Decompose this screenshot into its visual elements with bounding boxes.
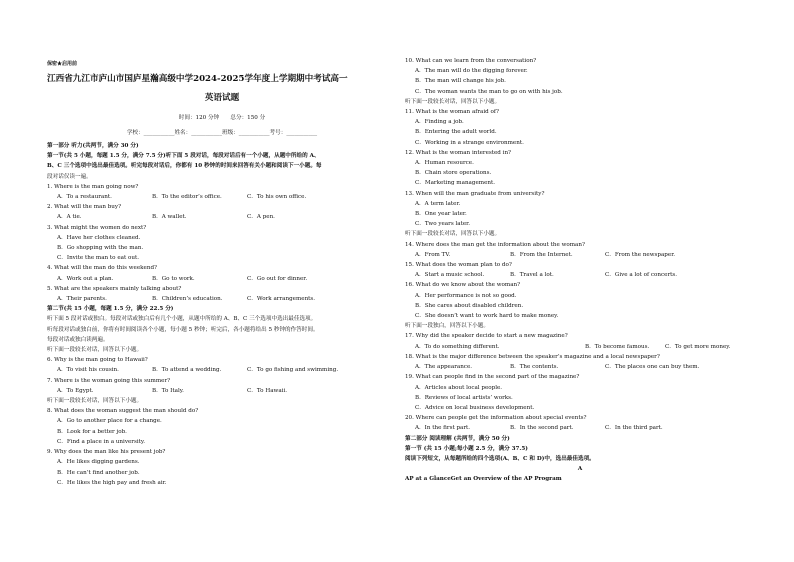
- option-a: A．The appearance.: [415, 364, 473, 371]
- option-c: C．Go out for dinner.: [247, 275, 308, 282]
- option-a: A．Go to another place for a change.: [57, 418, 162, 425]
- options-row: [405, 250, 755, 260]
- question: 14. Where does the man get the information about the woman?: [405, 241, 585, 248]
- option-b: B．The man will change his job.: [415, 78, 506, 85]
- student-info-fields: 学校：___________姓名：___________班级：___________考号：___________: [126, 130, 318, 136]
- option-c: C．The woman wants the man to go on with his job.: [415, 88, 563, 95]
- exam-time-score: 时间：120 分钟 总分：150 分: [178, 115, 266, 121]
- option-c: C．Advice on local business development.: [415, 404, 535, 411]
- listen-instruction: 听下面一段独白，回答以下小题。: [405, 323, 489, 330]
- listen-instruction: 听下面一段较长对话，回答以下小题。: [405, 231, 501, 238]
- option-c: C．To Hawaii.: [247, 387, 288, 394]
- question: 5. What are the speakers mainly talking about?: [47, 285, 182, 292]
- option-b: B．Go shopping with the man.: [57, 245, 144, 252]
- option-a: A．To visit his cousin.: [57, 367, 119, 374]
- option-b: B．Children’s education.: [152, 296, 223, 303]
- options-row: [47, 212, 399, 222]
- question: 2. What will the man buy?: [47, 204, 122, 211]
- option-b: B．A wallet.: [152, 214, 187, 221]
- option-a: A．To do something different.: [415, 343, 500, 350]
- option-a: A．Have her clothes cleaned.: [57, 234, 141, 241]
- option-a: A．In the first part.: [415, 425, 471, 432]
- option-a: A．Her performance is not so good.: [415, 292, 517, 299]
- section-heading: 第二节(共 15 小题，每题 1.5 分，满分 22.5 分): [47, 306, 174, 313]
- option-a: A．Their parents.: [57, 296, 107, 303]
- option-c: C．He likes the high pay and fresh air.: [57, 479, 167, 486]
- option-b: B．To attend a wedding.: [152, 367, 222, 374]
- option-c: C．Work arrangements.: [247, 296, 316, 303]
- option-c: C．Two years later.: [415, 221, 470, 228]
- question: 6. Why is the man going to Hawaii?: [47, 357, 148, 364]
- section-instructions: 阅读下列短文，从每题所给的四个选项(A、B、C 和 D)中，选出最佳选项。: [405, 455, 595, 462]
- option-b: B．Chain store operations.: [415, 170, 492, 177]
- section-heading: 第一节 (共 15 小题;每小题 2.5 分，满分 37.5): [405, 445, 528, 452]
- section-instructions: 段对话仅读一遍。: [47, 173, 92, 180]
- option-c: C．To get more money.: [665, 343, 731, 350]
- part-heading: 第一部分 听力(共两节，满分 30 分): [47, 143, 139, 149]
- question: 4. What will the man do this weekend?: [47, 265, 158, 272]
- option-a: A．A tie.: [57, 214, 82, 221]
- option-a: A．A term later.: [415, 200, 461, 207]
- passage-label: A: [577, 466, 583, 473]
- question: 3. What might the women do next?: [47, 224, 147, 231]
- option-c: C．From the newspaper.: [605, 251, 676, 258]
- exam-title-line1: 江西省九江市庐山市国庐星瀚高级中学2024-2025学年度上学期期中考试高一: [47, 74, 348, 84]
- option-a: A．Human resource.: [415, 160, 474, 167]
- options-row: [47, 192, 399, 202]
- option-a: A．The man will do the digging forever.: [415, 68, 528, 75]
- option-a: A．To Egypt.: [57, 387, 94, 394]
- listen-instruction: 听下面一段较长对话，回答以下小题。: [47, 398, 143, 405]
- option-c: C．To his own office.: [247, 194, 307, 201]
- option-c: C．Marketing management.: [415, 180, 496, 187]
- passage-title: AP at a GlanceGet an Overview of the AP Program: [405, 476, 562, 483]
- question: 7. Where is the woman going this summer?: [47, 377, 171, 384]
- option-a: A．From TV.: [415, 251, 451, 258]
- option-a: A．Finding a job.: [415, 119, 464, 126]
- option-b: B．From the Internet.: [510, 251, 573, 258]
- listen-instruction: 听下面一段较长对话，回答以下小题。: [405, 98, 501, 105]
- option-a: A．To a restaurant.: [57, 194, 112, 201]
- right-column: [405, 56, 755, 485]
- confidential-label: 保密★启用前: [47, 61, 78, 67]
- section-instructions: 第一节(共 5 小题，每题 1.5 分，满分 7.5 分)听下面 5 段对话，每段对话后有一个小题，从题中所给的 A、: [47, 153, 320, 160]
- option-a: A．Start a music school.: [415, 272, 485, 279]
- question: 15. What does the woman plan to do?: [405, 262, 512, 269]
- option-b: B．Go to work.: [152, 275, 195, 282]
- question: 19. What can people find in the second part of the magazine?: [405, 374, 580, 381]
- question: 1. Where is the man going now?: [47, 183, 139, 190]
- option-b: B．To the editor’s office.: [152, 194, 222, 201]
- options-row: [47, 294, 399, 304]
- question: 20. Where can people get the information about special events?: [405, 415, 587, 422]
- option-c: C．The places one can buy them.: [605, 364, 700, 371]
- section-instructions: 听下面 5 段对话或独白。每段对话或独白后有几个小题，从题中所给的 A、B、C 三个选项中选出最佳选项。: [47, 316, 317, 323]
- listen-instruction: 听下面一段较长对话，回答以下小题。: [47, 347, 143, 354]
- option-c: C．She doesn’t want to work hard to make money.: [415, 313, 559, 320]
- question: 18. What is the major difference between the speaker’s magazine and a local newspaper?: [405, 353, 660, 360]
- option-c: C．Invite the man to eat out.: [57, 255, 139, 262]
- part-heading: 第二部分 阅读理解 (共两节，满分 50 分): [405, 435, 510, 442]
- left-column: [47, 141, 399, 488]
- options-row: [47, 274, 399, 284]
- question: 17. Why did the speaker decide to start a new magazine?: [405, 333, 568, 340]
- option-b: B．He can’t find another job.: [57, 469, 140, 476]
- option-b: B．Look for a better job.: [57, 428, 127, 435]
- option-b: B．Reviews of local artists’ works.: [415, 394, 513, 401]
- option-c: C．Working in a strange environment.: [415, 139, 524, 146]
- option-a: A．Work out a plan.: [57, 275, 114, 282]
- section-instructions: 听每段对话或独白前，你将有时间阅读各个小题，每小题 5 秒钟；听完后，各小题将给出 5 秒钟的作答时间。: [47, 326, 319, 333]
- option-b: B．The contents.: [510, 364, 559, 371]
- options-row: [405, 362, 755, 372]
- question: 10. What can we learn from the conversation?: [405, 58, 537, 64]
- exam-title-line2: 英语试题: [204, 93, 240, 103]
- options-row: [47, 365, 399, 375]
- options-row: [405, 423, 755, 433]
- question: 12. What is the woman interested in?: [405, 149, 512, 156]
- question: 16. What do we know about the woman?: [405, 282, 521, 289]
- option-c: C．Give a lot of concerts.: [605, 272, 678, 279]
- option-b: B．One year later.: [415, 211, 467, 218]
- section-instructions: B、C 三个选项中选出最佳选项。听完每段对话后，你都有 10 秒钟的时间来回答有关小题和阅读下一小题。每: [47, 163, 322, 170]
- question: 13. When will the man graduate from university?: [405, 190, 545, 197]
- question: 11. What is the woman afraid of?: [405, 109, 499, 116]
- options-row: [405, 342, 755, 352]
- options-row: [405, 270, 755, 280]
- option-a: A．He likes digging gardens.: [57, 459, 140, 466]
- option-b: B．To Italy.: [152, 387, 184, 394]
- section-instructions: 每段对话或独白读两遍。: [47, 336, 109, 343]
- question: 9. Why does the man like his present job?: [47, 449, 166, 456]
- options-row: [47, 386, 399, 396]
- option-c: C．In the third part.: [605, 425, 663, 432]
- option-b: B．She cares about disabled children.: [415, 302, 524, 309]
- option-a: A．Articles about local people.: [415, 384, 503, 391]
- option-b: B．To become famous.: [585, 343, 650, 350]
- option-c: C．A pen.: [247, 214, 275, 221]
- option-b: B．In the second part.: [510, 425, 574, 432]
- option-b: B．Entering the adult world.: [415, 129, 497, 136]
- option-b: B．Travel a lot.: [510, 272, 554, 279]
- question: 8. What does the woman suggest the man should do?: [47, 408, 199, 415]
- option-c: C．To go fishing and swimming.: [247, 367, 339, 374]
- option-c: C．Find a place in a university.: [57, 438, 146, 445]
